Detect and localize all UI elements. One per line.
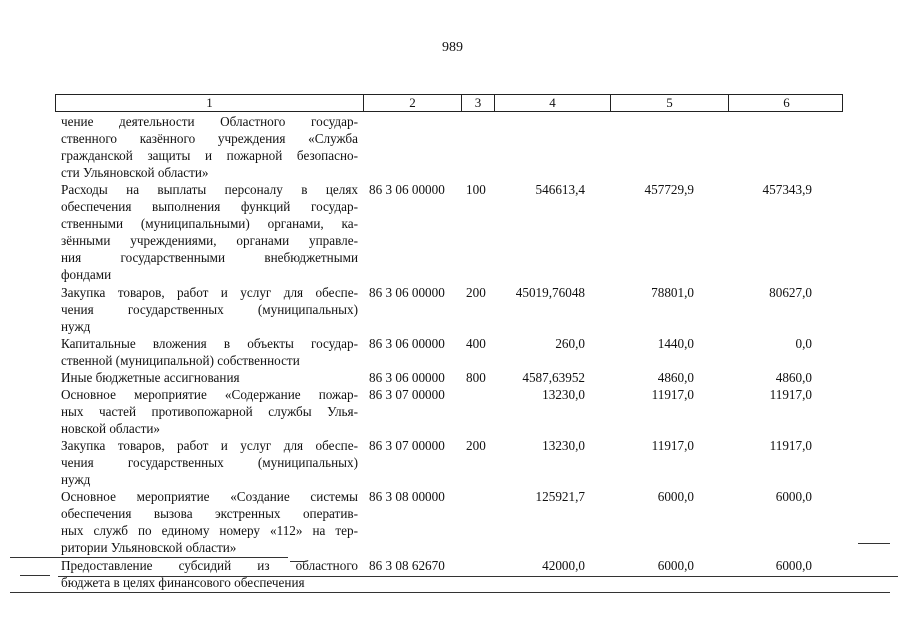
header-col-3: 3: [462, 95, 495, 111]
description-line: Иные бюджетные ассигнования: [61, 370, 240, 385]
row-description: [61, 386, 358, 437]
row-description: [61, 335, 358, 369]
scan-rule: [858, 543, 890, 544]
row-description: [61, 488, 358, 556]
header-col-1: 1: [56, 95, 364, 111]
description-line: чение деятельности Областного государ-: [61, 114, 358, 129]
expense-type: 200: [466, 438, 486, 453]
description-line: ственными (муниципальными) органами, ка-: [61, 216, 358, 232]
target-code: 86 3 08 00000: [369, 489, 445, 504]
amount-col-5: 6000,0: [657, 489, 694, 504]
amount-col-4: 4587,63952: [522, 370, 585, 385]
amount-col-4: 13230,0: [542, 387, 585, 402]
description-line: бюджета в целях финансового обеспечения: [61, 575, 305, 591]
expense-type: 400: [466, 336, 486, 351]
row-description: [61, 113, 358, 181]
description-line: Основное мероприятие «Содержание пожар-: [61, 387, 358, 402]
table-header: [55, 94, 843, 112]
target-code: 86 3 06 00000: [369, 285, 445, 300]
amount-col-6: 11917,0: [769, 438, 812, 453]
expense-type: 200: [466, 285, 486, 300]
amount-col-5: 11917,0: [651, 438, 694, 453]
amount-col-6: 6000,0: [775, 489, 812, 504]
description-line: Предоставление субсидий из областного: [61, 558, 358, 573]
description-line: чения государственных (муниципальных): [61, 302, 358, 318]
amount-col-6: 457343,9: [762, 182, 812, 197]
scan-rule: [58, 576, 898, 577]
description-line: Закупка товаров, работ и услуг для обеспе-: [61, 285, 358, 300]
amount-col-5: 78801,0: [651, 285, 694, 300]
description-line: обеспечения вызова экстренных оператив-: [61, 506, 358, 522]
description-line: гражданской защиты и пожарной безопасно-: [61, 148, 358, 164]
row-description: [61, 181, 358, 284]
description-line: ных служб по единому номеру «112» на тер-: [61, 523, 358, 539]
scan-rule: [20, 575, 50, 576]
amount-col-5: 1440,0: [657, 336, 694, 351]
description-line: ственного казённого учреждения «Служба: [61, 131, 358, 147]
expense-type: 800: [466, 370, 486, 385]
description-line: ных частей противопожарной службы Улья-: [61, 404, 358, 420]
description-line: нужд: [61, 319, 91, 335]
description-line: фондами: [61, 267, 112, 283]
row-description: [61, 369, 358, 386]
amount-col-5: 457729,9: [644, 182, 694, 197]
description-line: Расходы на выплаты персоналу в целях: [61, 182, 358, 197]
description-line: Основное мероприятие «Создание системы: [61, 489, 358, 504]
amount-col-4: 260,0: [555, 336, 585, 351]
amount-col-5: 6000,0: [657, 558, 694, 573]
description-line: ния государственными внебюджетными: [61, 250, 358, 266]
target-code: 86 3 07 00000: [369, 438, 445, 453]
amount-col-4: 42000,0: [542, 558, 585, 573]
description-line: Закупка товаров, работ и услуг для обеспе-: [61, 438, 358, 453]
row-description: [61, 437, 358, 488]
row-description: [61, 284, 358, 335]
amount-col-6: 0,0: [795, 336, 812, 351]
header-col-6: 6: [783, 95, 790, 110]
amount-col-4: 13230,0: [542, 438, 585, 453]
description-line: нужд: [61, 472, 91, 488]
description-line: сти Ульяновской области»: [61, 165, 209, 181]
expense-type: 100: [466, 182, 486, 197]
description-line: ритории Ульяновской области»: [61, 540, 237, 556]
target-code: 86 3 08 62670: [369, 558, 445, 573]
description-line: зёнными учреждениями, органами управле-: [61, 233, 358, 249]
amount-col-4: 45019,76048: [515, 285, 585, 300]
scan-rule: [10, 557, 288, 558]
description-line: Капитальные вложения в объекты государ-: [61, 336, 358, 351]
target-code: 86 3 06 00000: [369, 336, 445, 351]
header-col-2: 2: [364, 95, 462, 111]
target-code: 86 3 07 00000: [369, 387, 445, 402]
description-line: новской области»: [61, 421, 161, 437]
target-code: 86 3 06 00000: [369, 370, 445, 385]
page-number: 989: [442, 40, 463, 55]
amount-col-5: 4860,0: [657, 370, 694, 385]
description-line: чения государственных (муниципальных): [61, 455, 358, 471]
description-line: ственной (муниципальной) собственности: [61, 353, 300, 369]
header-col-4: 4: [495, 95, 611, 111]
row-description: [61, 557, 358, 591]
description-line: обеспечения выполнения функций государ-: [61, 199, 358, 215]
amount-col-5: 11917,0: [651, 387, 694, 402]
amount-col-4: 125921,7: [535, 489, 585, 504]
scan-rule: [10, 592, 890, 593]
amount-col-6: 11917,0: [769, 387, 812, 402]
target-code: 86 3 06 00000: [369, 182, 445, 197]
amount-col-6: 6000,0: [775, 558, 812, 573]
amount-col-6: 80627,0: [769, 285, 812, 300]
header-col-5: 5: [611, 95, 729, 111]
scan-rule: [290, 561, 304, 562]
amount-col-6: 4860,0: [775, 370, 812, 385]
amount-col-4: 546613,4: [535, 182, 585, 197]
